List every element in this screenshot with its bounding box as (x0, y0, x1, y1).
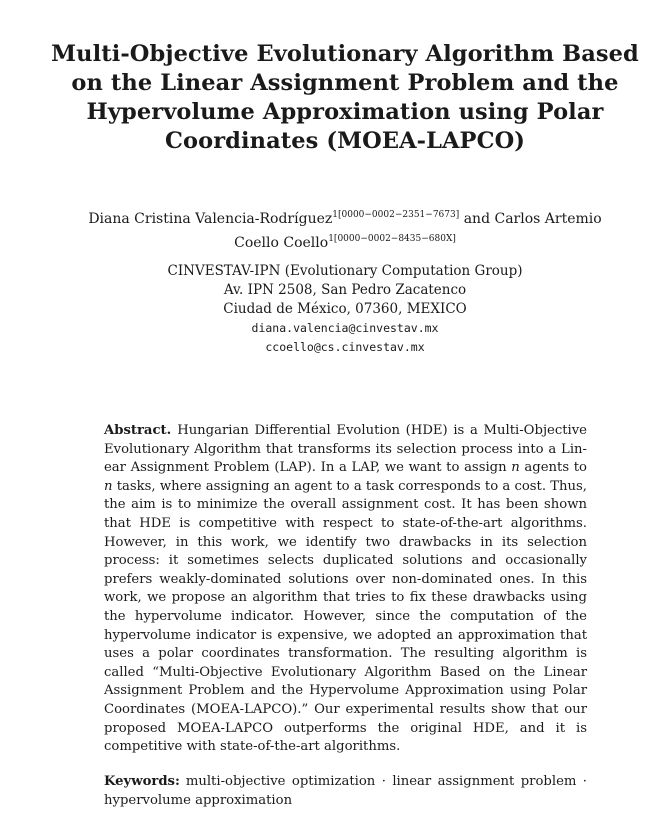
author1-orcid: 1[0000−0002−2351−7673] (332, 210, 460, 220)
abstract-label: Abstract. (104, 423, 172, 438)
title-line-2: on the Linear Assignment Problem and the (71, 70, 619, 96)
abstract (104, 422, 587, 757)
author2-name: Coello Coello (234, 235, 329, 251)
keywords-text: multi-objective optimization · linear assignment problem · hypervolume approximation (104, 774, 587, 808)
abstract-text-1: Hungarian Differential Evolution (HDE) is a Multi-Objective Evolutionary Algorithm that transforms its selection process into a Linear Assignment Problem (LAP). In a LAP, we want to assign (104, 423, 587, 476)
author1-name: Diana Cristina Valencia-Rodríguez (88, 211, 333, 227)
authors-conjunction: and Carlos Artemio (463, 211, 602, 227)
abstract-var-n-2: n (104, 478, 113, 494)
paper-title (40, 40, 650, 156)
email-1: diana.valencia@cinvestav.mx (251, 321, 439, 335)
authors-line-1 (40, 205, 650, 229)
keywords (104, 773, 587, 810)
keywords-label: Keywords: (104, 774, 180, 789)
abstract-text-3: tasks, where assigning an agent to a task corresponds to a cost. Thus, the aim is to minimize the overall assignment cost. It has been shown that HDE is competitive with respect to state-of-the-art algorithms. However, in this work, we identify two drawbacks in its selection process: it sometimes selects duplicated solutions and occasionally prefers weakly-dominated solutions over non-dominated ones. In this work, we propose an algorithm that tries to fix these drawbacks using the hypervolume indicator. However, since the computation of the hypervolume indicator is expensive, we adopted an approximation that uses a polar coordinates transformation. The resulting algorithm is called “Multi-Objective Evolutionary Algorithm Based on the Linear Assignment Problem and the Hypervolume Approximation using Polar Coordinates (MOEA-LAPCO).” Our experimental results show that our proposed MOEA-LAPCO outperforms the original HDE, and it is competitive with state-of-the-art algorithms. (104, 478, 587, 755)
author2-orcid: 1[0000−0002−8435−680X] (328, 234, 456, 244)
affiliation-block (40, 262, 650, 357)
title-line-4: Coordinates (MOEA-LAPCO) (164, 128, 526, 154)
abstract-text-2: agents to (519, 460, 587, 476)
affiliation-address-2: Ciudad de México, 07360, MEXICO (223, 301, 467, 317)
authors-block (40, 205, 650, 253)
title-line-3: Hypervolume Approximation using Polar (86, 99, 604, 125)
title-line-1: Multi-Objective Evolutionary Algorithm Based (51, 41, 639, 67)
affiliation-address-1: Av. IPN 2508, San Pedro Zacatenco (223, 282, 467, 298)
authors-line-2 (40, 229, 650, 253)
abstract-var-n-1: n (511, 460, 520, 476)
affiliation-org: CINVESTAV-IPN (Evolutionary Computation Group) (167, 263, 523, 279)
email-2: ccoello@cs.cinvestav.mx (265, 340, 425, 354)
